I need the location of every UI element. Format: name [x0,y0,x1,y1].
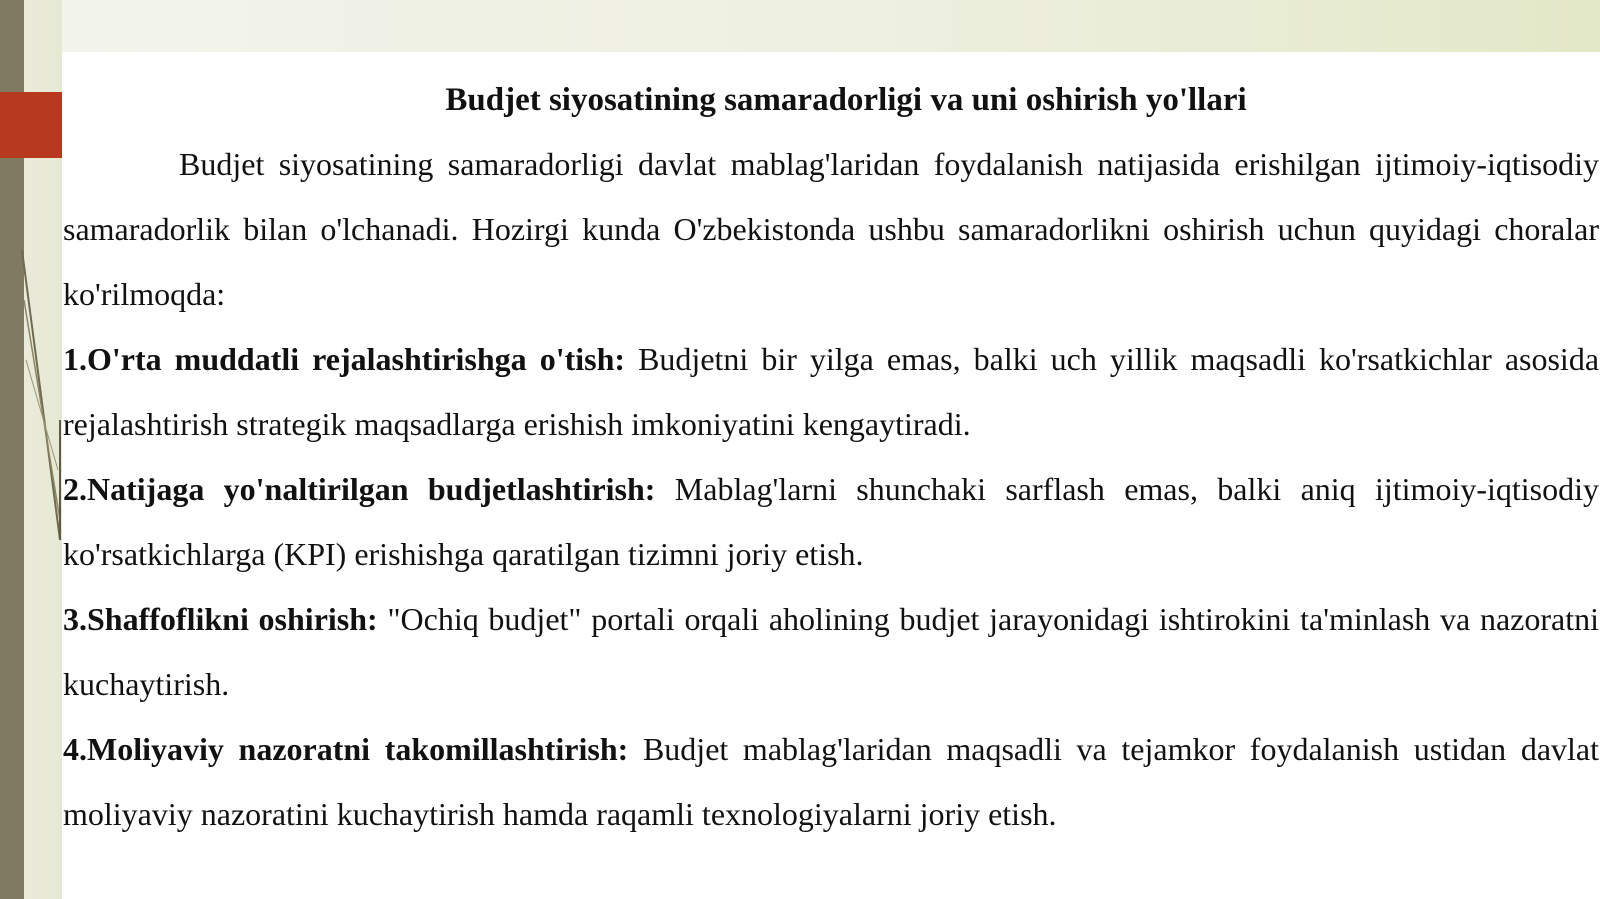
list-item-text: Mablag'larni shunchaki sarflash emas, balki aniq ijtimoiy-iqtisodiy ko'rsatkichlarga (KPI) erishishga qaratilgan tizimni joriy etish. [63,471,1600,572]
list-item-heading: 4.Moliyaviy nazoratni takomillashtirish: [63,731,629,767]
decorative-lines [0,0,62,899]
list-item-heading: 1.O'rta muddatli rejalashtirishga o'tish: [63,341,626,377]
list-item-text: Budjet mablag'laridan maqsadli va tejamkor foydalanish ustidan davlat moliyaviy nazoratini kuchaytirish hamda raqamli texnologiyalarni joriy etish. [63,731,1600,832]
list-item-heading: 3.Shaffoflikni oshirish: [63,601,378,637]
list-item [63,327,1599,457]
list-item [63,587,1599,717]
list-item-text: Budjetni bir yilga emas, balki uch yillik maqsadli ko'rsatkichlar asosida rejalashtirish strategik maqsadlarga erishish imkoniyatini kengaytiradi. [63,341,1600,442]
list-item-text: "Ochiq budjet" portali orqali aholining budjet jarayonidagi ishtirokini ta'minlash va nazoratni kuchaytirish. [63,601,1600,702]
list-item [63,717,1599,847]
intro-paragraph: Budjet siyosatining samaradorligi davlat mablag'laridan foydalanish natijasida erishilgan ijtimoiy-iqtisodiy samaradorlik bilan o'lchanadi. Hozirgi kunda O'zbekistonda ushbu samaradorlikni oshirish uchun quyidagi choralar ko'rilmoqda: [63,146,1599,312]
list-item-heading: 2.Natijaga yo'naltirilgan budjetlashtirish: [63,471,656,507]
list-item [63,457,1599,587]
slide-content [63,76,1599,847]
slide-title: Budjet siyosatining samaradorligi va uni oshirish yo'llari [445,82,1247,118]
top-decor-band [0,0,1600,52]
